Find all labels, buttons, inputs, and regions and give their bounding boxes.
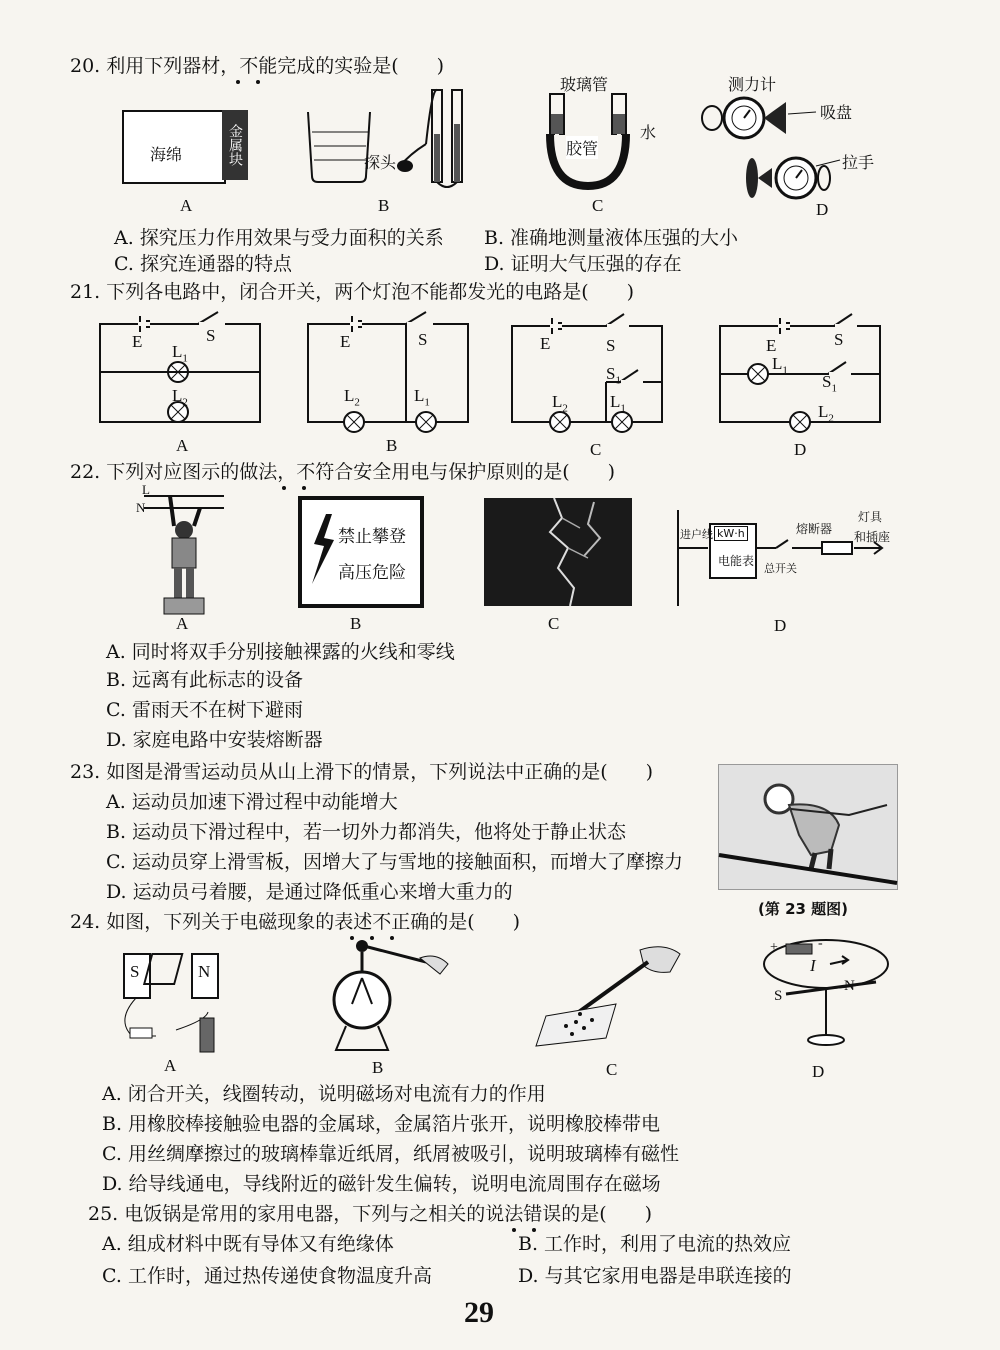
q25-stem: 25. 电饭锅是常用的家用电器，下列与之相关的说法错误的是( ) [88, 1203, 653, 1225]
wire-l-label: L [142, 482, 150, 497]
q23-caption: (第 23 题图) [758, 900, 849, 918]
circuit-c-s1: $S_1$ [606, 364, 621, 387]
fig21-label-c: C [590, 440, 602, 459]
needle-n-label: N [844, 978, 855, 994]
main-switch-label: 总开关 [764, 562, 797, 575]
circuit-c-e: E [540, 334, 551, 353]
circuit-a-s: S [206, 326, 216, 345]
fig24-label-b: B [372, 1058, 384, 1077]
water-label: 水 [640, 123, 657, 142]
lightning-photo [484, 498, 632, 606]
sponge-figure [122, 110, 226, 184]
circuit-c [510, 312, 670, 436]
circuit-b [306, 312, 476, 432]
suction-cup-figure [700, 88, 830, 208]
q23-option-d: D. 运动员弓着腰，是通过降低重心来增大重力的 [106, 881, 513, 903]
socket-label: 和插座 [854, 530, 891, 544]
incoming-line-label: 进户线 [680, 528, 713, 541]
lightning-icon [310, 514, 336, 584]
skier-photo [718, 764, 898, 890]
q23-option-b: B. 运动员下滑过程中，若一切外力都消失，他将处于静止状态 [106, 821, 627, 843]
circuit-d-l2: $L_2$ [818, 402, 834, 425]
q20-option-b: B. 准确地测量液体压强的大小 [484, 227, 739, 249]
meter-label: 电能表 [718, 554, 755, 568]
sponge-label: 海绵 [150, 145, 183, 164]
emphasis-dot [256, 80, 260, 84]
meter-unit: kW·h [714, 526, 748, 541]
q20-stem: 20. 利用下列器材，不能完成的实验是( ) [70, 55, 445, 77]
sucker-label: 吸盘 [820, 103, 853, 122]
q22-stem: 22. 下列对应图示的做法，不符合安全用电与保护原则的是( ) [70, 461, 616, 483]
fig24-label-d: D [812, 1062, 825, 1081]
q22-option-d: D. 家庭电路中安装熔断器 [106, 729, 323, 751]
needle-s-label: S [774, 988, 783, 1004]
q22-option-b: B. 远离有此标志的设备 [106, 669, 304, 691]
q20-option-a: A. 探究压力作用效果与受力面积的关系 [114, 227, 444, 249]
magnet-s-label: S [130, 962, 140, 981]
fig22-label-b: B [350, 614, 362, 633]
emphasis-dot [302, 486, 306, 490]
fig22-label-a: A [176, 614, 189, 633]
circuit-d-l1: $L_1$ [772, 354, 788, 377]
circuit-b-l1: $L_1$ [414, 386, 430, 409]
electroscope-figure [316, 934, 456, 1060]
q22-option-a: A. 同时将双手分别接触裸露的火线和零线 [106, 641, 455, 663]
fig21-label-d: D [794, 440, 807, 459]
q24-option-a: A. 闭合开关，线圈转动，说明磁场对电流有力的作用 [102, 1083, 546, 1105]
q23-option-a: A. 运动员加速下滑过程中动能增大 [106, 791, 398, 813]
q25-option-c: C. 工作时，通过热传递使食物温度升高 [102, 1265, 432, 1287]
fig24-label-c: C [606, 1060, 618, 1079]
warning-sign [298, 496, 424, 608]
metal-block: 金属块 [222, 110, 248, 180]
lightning-bolt-icon [484, 498, 632, 606]
fig21-label-b: B [386, 436, 398, 455]
circuit-a-l1: $L_1$ [172, 342, 188, 365]
circuit-a-l2: $L_2$ [172, 386, 188, 409]
fig20-label-b: B [378, 196, 390, 215]
q25-option-d: D. 与其它家用电器是串联连接的 [518, 1265, 792, 1287]
fig20-label-a: A [180, 196, 193, 215]
circuit-d [718, 312, 884, 436]
circuit-d-e: E [766, 336, 777, 355]
q24-stem: 24. 如图，下列关于电磁现象的表述不正确的是( ) [70, 911, 521, 933]
hose-label: 胶管 [566, 136, 598, 159]
emphasis-dot [282, 486, 286, 490]
force-meter-label: 测力计 [728, 75, 777, 94]
circuit-a [98, 312, 268, 432]
circuit-b-e: E [340, 332, 351, 351]
q21-stem: 21. 下列各电路中，闭合开关，两个灯泡不能都发光的电路是( ) [70, 281, 635, 303]
glass-rod-figure [536, 934, 686, 1050]
sign-text-2: 高压危险 [338, 563, 406, 583]
page-number: 29 [464, 1296, 494, 1329]
emphasis-dot [236, 80, 240, 84]
q23-option-c: C. 运动员穿上滑雪板，因增大了与雪地的接触面积，而增大了摩擦力 [106, 851, 683, 873]
circuit-a-e: E [132, 332, 143, 351]
q24-option-d: D. 给导线通电，导线附近的磁针发生偏转，说明电流周围存在磁场 [102, 1173, 661, 1195]
fuse-label: 熔断器 [796, 522, 833, 536]
q24-option-b: B. 用橡胶棒接触验电器的金属球，金属箔片张开，说明橡胶棒带电 [102, 1113, 661, 1135]
fig24-label-a: A [164, 1056, 177, 1075]
emphasis-dot [512, 1228, 516, 1232]
handle-label: 拉手 [842, 153, 875, 172]
pressure-gauge-figure [300, 84, 480, 194]
battery-plus-label: + [770, 940, 778, 955]
q23-stem: 23. 如图是滑雪运动员从山上滑下的情景，下列说法中正确的是( ) [70, 761, 654, 783]
fig22-label-c: C [548, 614, 560, 633]
fig20-label-c: C [592, 196, 604, 215]
q20-option-c: C. 探究连通器的特点 [114, 253, 292, 275]
motor-figure [116, 940, 232, 1056]
q20-option-d: D. 证明大气压强的存在 [484, 253, 682, 275]
circuit-c-s: S [606, 336, 616, 355]
q22-option-c: C. 雷雨天不在树下避雨 [106, 699, 303, 721]
probe-label: 探头 [364, 153, 397, 172]
fig22-label-d: D [774, 616, 787, 635]
sign-text-1: 禁止攀登 [338, 527, 406, 547]
skier-icon [719, 765, 897, 889]
wire-n-label: N [136, 500, 146, 515]
q25-option-b: B. 工作时，利用了电流的热效应 [518, 1233, 792, 1255]
circuit-d-s1: $S_1$ [822, 372, 837, 395]
circuit-b-s: S [418, 330, 428, 349]
fig21-label-a: A [176, 436, 189, 455]
circuit-d-s: S [834, 330, 844, 349]
circuit-b-l2: $L_2$ [344, 386, 360, 409]
glass-tube-label: 玻璃管 [560, 75, 609, 94]
current-i-label: I [810, 956, 816, 975]
person-wires-figure [136, 486, 226, 616]
magnet-n-label: N [198, 962, 211, 981]
lamp-label: 灯具 [858, 510, 883, 524]
battery-minus-label: - [818, 936, 823, 951]
q25-option-a: A. 组成材料中既有导体又有绝缘体 [102, 1233, 394, 1255]
q24-option-c: C. 用丝绸摩擦过的玻璃棒靠近纸屑，纸屑被吸引，说明玻璃棒有磁性 [102, 1143, 679, 1165]
circuit-c-l2: $L_2$ [552, 392, 568, 415]
circuit-c-l1: $L_1$ [610, 392, 626, 415]
fig20-label-d: D [816, 200, 829, 219]
